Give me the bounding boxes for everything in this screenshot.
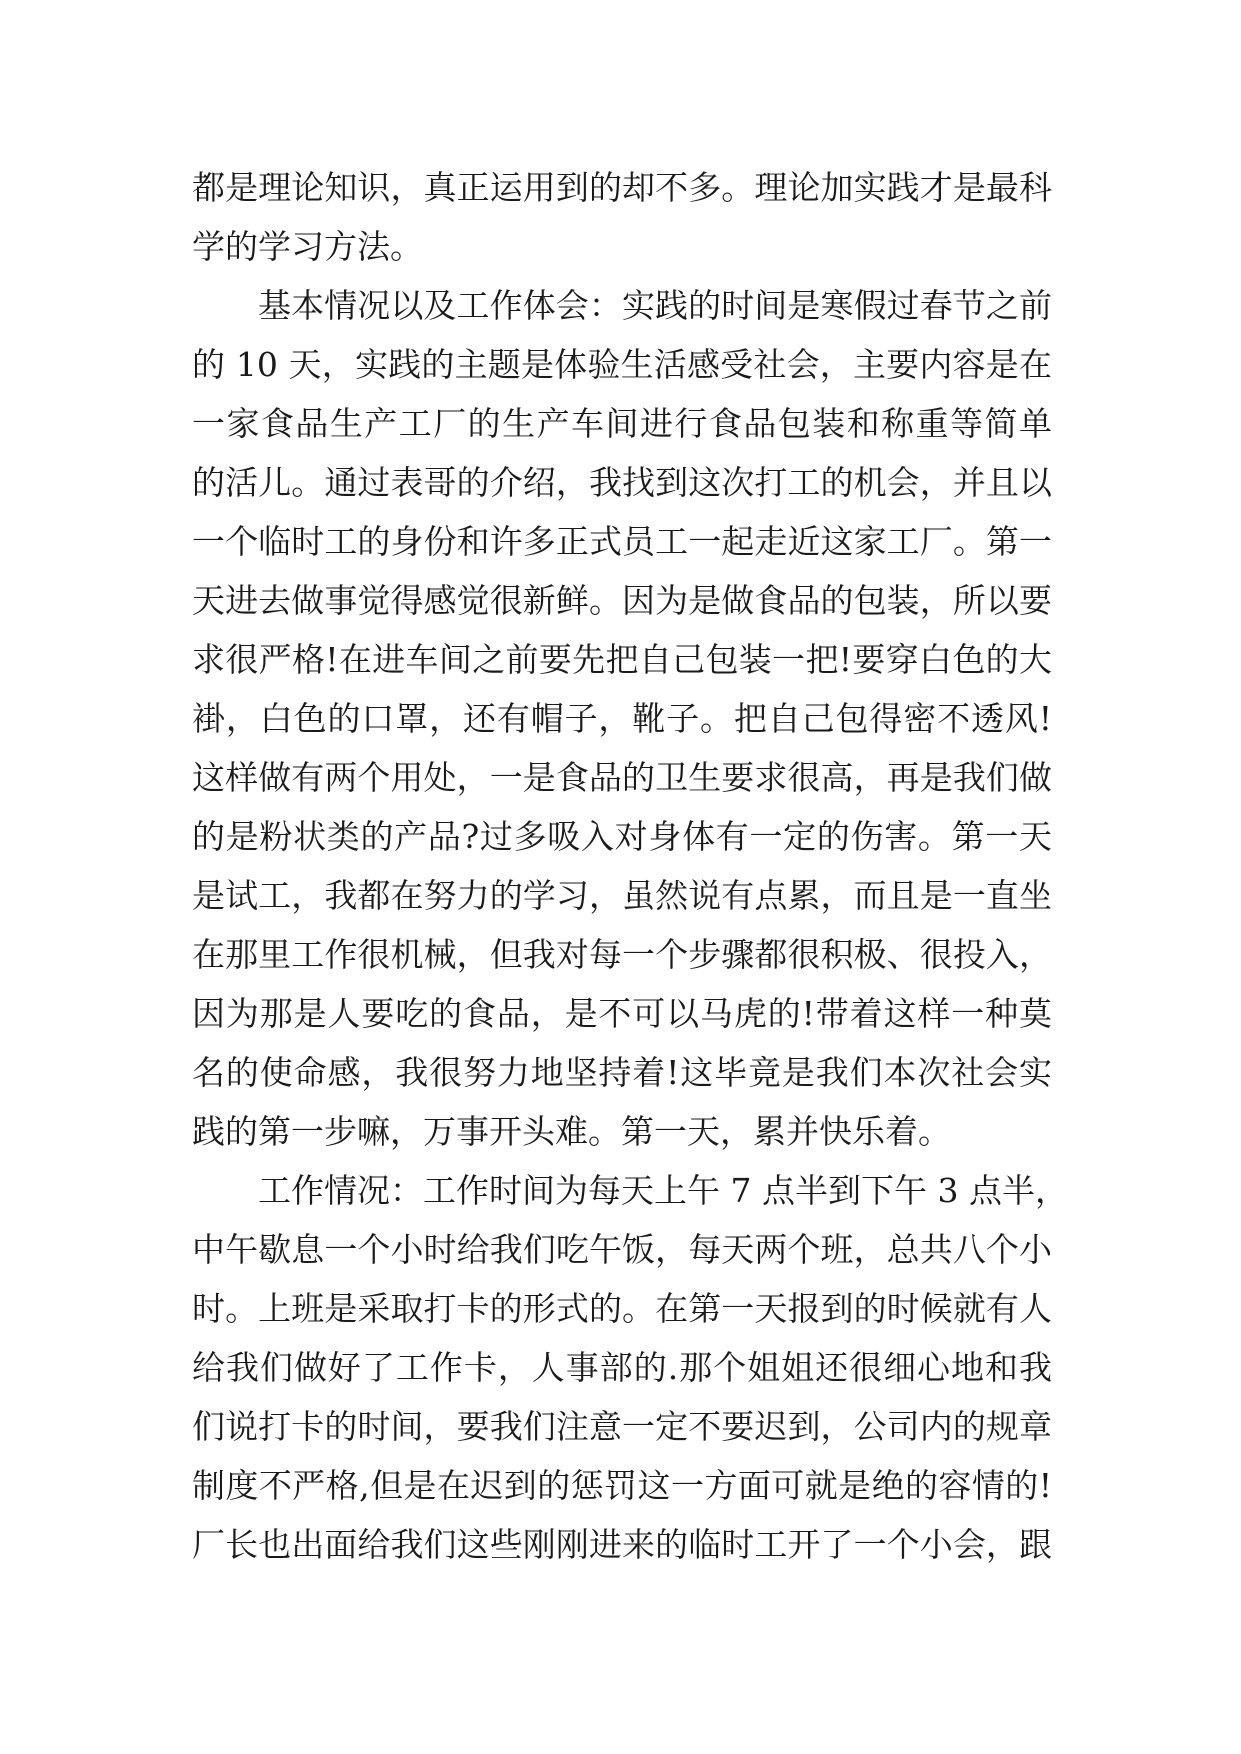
text-line: 学的学习方法。	[192, 227, 423, 266]
paragraph-start-line: 基本情况以及工作体会：实践的时间是寒假过春节之前	[258, 286, 1052, 325]
text-line: 名的使命感，我很努力地坚持着!这毕竟是我们本次社会实	[192, 1053, 1052, 1092]
text-line: 一个临时工的身份和许多正式员工一起走近这家工厂。第一	[192, 522, 1052, 561]
text-line: 在那里工作很机械，但我对每一个步骤都很积极、很投入，	[192, 935, 1052, 974]
text-line: 求很严格!在进车间之前要先把自己包装一把!要穿白色的大	[192, 640, 1052, 679]
text-line: 给我们做好了工作卡，人事部的.那个姐姐还很细心地和我	[192, 1348, 1052, 1387]
text-line: 的活儿。通过表哥的介绍，我找到这次打工的机会，并且以	[192, 463, 1052, 502]
text-line: 这样做有两个用处，一是食品的卫生要求很高，再是我们做	[192, 758, 1052, 797]
text-line: 的 10 天，实践的主题是体验生活感受社会，主要内容是在	[192, 345, 1052, 384]
text-line: 一家食品生产工厂的生产车间进行食品包装和称重等简单	[192, 404, 1052, 443]
text-line: 因为那是人要吃的食品，是不可以马虎的!带着这样一种莫	[192, 994, 1052, 1033]
text-line: 们说打卡的时间，要我们注意一定不要迟到，公司内的规章	[192, 1407, 1052, 1446]
text-line: 的是粉状类的产品?过多吸入对身体有一定的伤害。第一天	[192, 817, 1052, 856]
text-line: 都是理论知识，真正运用到的却不多。理论加实践才是最科	[192, 168, 1052, 207]
text-line: 褂，白色的口罩，还有帽子，靴子。把自己包得密不透风!	[192, 699, 1052, 738]
text-line: 是试工，我都在努力的学习，虽然说有点累，而且是一直坐	[192, 876, 1052, 915]
text-line: 时。上班是采取打卡的形式的。在第一天报到的时候就有人	[192, 1289, 1052, 1328]
text-line: 厂长也出面给我们这些刚刚进来的临时工开了一个小会，跟	[192, 1525, 1052, 1564]
paragraph-start-line: 工作情况：工作时间为每天上午 7 点半到下午 3 点半，	[258, 1171, 1068, 1210]
text-line: 践的第一步嘛，万事开头难。第一天，累并快乐着。	[192, 1112, 951, 1151]
text-line: 制度不严格,但是在迟到的惩罚这一方面可就是绝的容情的!	[192, 1466, 1052, 1505]
text-line: 天进去做事觉得感觉很新鲜。因为是做食品的包装，所以要	[192, 581, 1052, 620]
text-line: 中午歇息一个小时给我们吃午饭，每天两个班，总共八个小	[192, 1230, 1052, 1269]
